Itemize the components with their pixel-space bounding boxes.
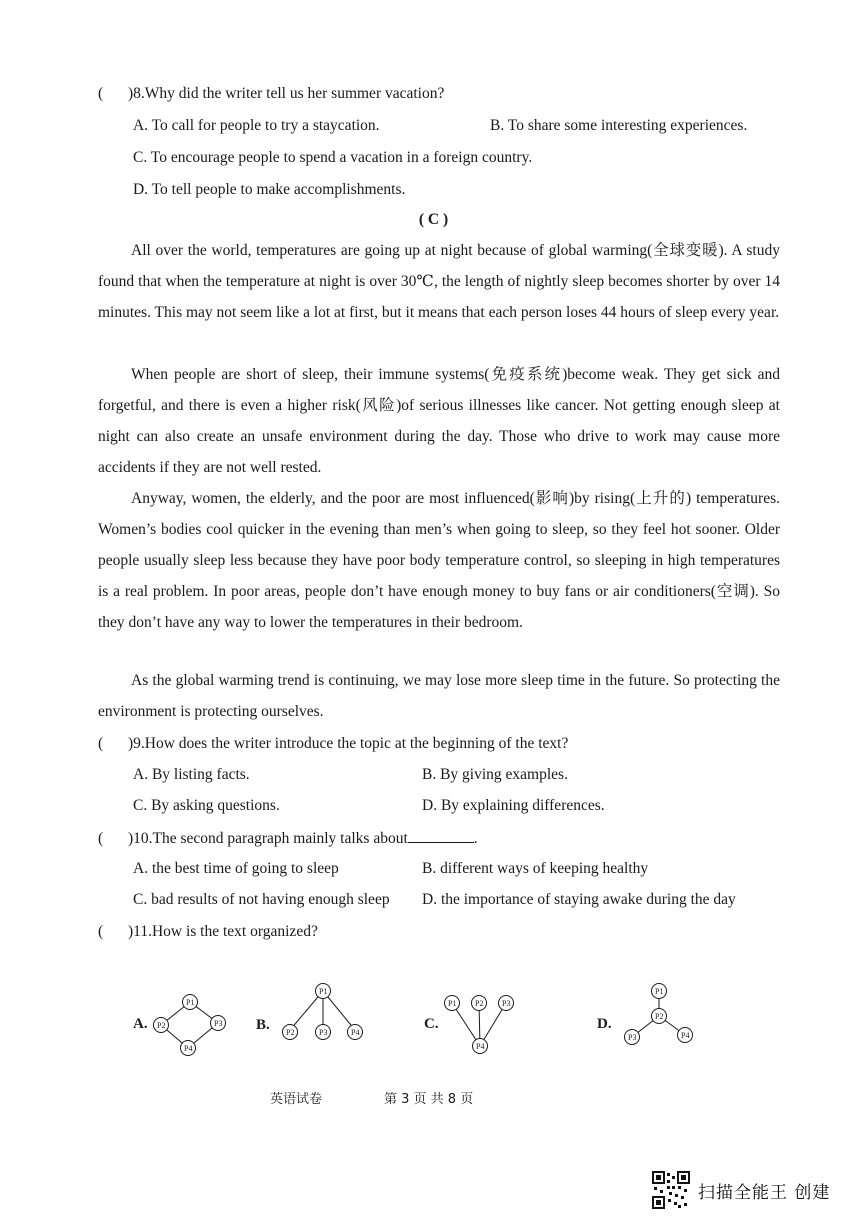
question-9: [98, 734, 568, 754]
node-p3: [625, 1030, 640, 1045]
node-p2: [154, 1018, 169, 1033]
question-stem: )10.The second paragraph mainly talks about: [128, 830, 408, 847]
question-stem: )8.Why did the writer tell us her summer vacation?: [128, 85, 445, 102]
diagram-b: [278, 982, 368, 1047]
node-p4: [678, 1028, 693, 1043]
question-10: [98, 828, 478, 849]
node-p3: [211, 1016, 226, 1031]
answer-paren: (: [98, 85, 104, 102]
option-d: D. the importance of staying awake during the day: [422, 891, 736, 908]
scanner-watermark: [652, 1170, 830, 1210]
answer-paren: (: [98, 830, 104, 847]
passage-paragraph-1: All over the world, temperatures are going up at night because of global warming(全球变暖). A study found that when the temperature at night is over 30℃, the length of nightly sleep becomes shorter by over 14 minutes. This may not seem like a lot at first, but it means that each person loses 44 hours of sleep every year.: [98, 242, 780, 321]
option-d: D. To tell people to make accomplishments.: [133, 181, 406, 198]
svg-text:P2: P2: [655, 1012, 664, 1021]
diagram-d-label: D.: [597, 1016, 612, 1032]
answer-paren: (: [98, 923, 104, 940]
svg-text:P3: P3: [319, 1028, 328, 1037]
diagram-b-label: B.: [256, 1017, 270, 1033]
node-p4: [473, 1039, 488, 1054]
node-p2: [283, 1025, 298, 1040]
node-p4: [348, 1025, 363, 1040]
footer-subject: 英语试卷: [270, 1092, 323, 1107]
diagram-a: [148, 990, 228, 1055]
question-stem: )9.How does the writer introduce the topic at the beginning of the text?: [128, 735, 569, 752]
svg-text:P4: P4: [681, 1031, 690, 1040]
footer-page-number: 第 3 页 共 8 页: [384, 1092, 474, 1107]
svg-text:P4: P4: [351, 1028, 360, 1037]
qr-code-icon: [652, 1171, 690, 1209]
node-p2: [472, 996, 487, 1011]
passage-paragraph-3: Anyway, women, the elderly, and the poor are most influenced(影响)by rising(上升的) temperatures. Women’s bodies cool quicker in the evening than men’s when going to sleep, so they feel hot sooner. Older people usually sleep less because they have poor body temperature control, so sleeping in high temperatures is a real problem. In poor areas, people don’t have enough money to buy fans or air conditioners(空调). So they don’t have any way to lower the temperatures in their bedroom.: [98, 490, 780, 631]
svg-text:P1: P1: [319, 987, 328, 996]
svg-text:P2: P2: [475, 999, 484, 1008]
node-p2: [652, 1009, 667, 1024]
node-p1: [445, 996, 460, 1011]
question-8: [98, 84, 444, 104]
passage-paragraph-2: When people are short of sleep, their immune systems(免疫系统)become weak. They get sick and forgetful, and there is even a higher risk(风险)of serious illnesses like cancer. Not getting enough sleep at night can also create an unsafe environment during the day. Those who drive to work may cause more accidents if they are not well rested.: [98, 366, 780, 476]
svg-text:P2: P2: [286, 1028, 295, 1037]
node-p4: [181, 1041, 196, 1056]
option-c: C. bad results of not having enough sleep: [133, 891, 390, 908]
node-p1: [316, 984, 331, 999]
option-d: D. By explaining differences.: [422, 797, 605, 814]
node-p3: [499, 996, 514, 1011]
svg-text:P4: P4: [476, 1042, 485, 1051]
option-a: A. By listing facts.: [133, 766, 250, 783]
option-c: C. To encourage people to spend a vacation in a foreign country.: [133, 149, 533, 166]
svg-text:P1: P1: [655, 987, 664, 996]
svg-text:P1: P1: [186, 998, 195, 1007]
passage-paragraph-4: As the global warming trend is continuing, we may lose more sleep time in the future. So protecting the environment is protecting ourselves.: [98, 672, 780, 720]
option-a: A. the best time of going to sleep: [133, 860, 339, 877]
node-p1: [652, 984, 667, 999]
svg-text:P3: P3: [628, 1033, 637, 1042]
svg-text:P1: P1: [448, 999, 457, 1008]
question-stem: )11.How is the text organized?: [128, 923, 318, 940]
option-b: B. By giving examples.: [422, 766, 568, 783]
option-a: A. To call for people to try a staycation.: [133, 117, 380, 134]
option-b: B. To share some interesting experiences.: [490, 117, 748, 134]
svg-text:P3: P3: [214, 1019, 223, 1028]
answer-blank: [408, 828, 474, 843]
node-p3: [316, 1025, 331, 1040]
node-p1: [183, 995, 198, 1010]
answer-paren: (: [98, 735, 104, 752]
section-heading: ( C ): [418, 211, 449, 228]
svg-text:P2: P2: [157, 1021, 166, 1030]
diagram-c: [442, 994, 522, 1056]
svg-text:P3: P3: [502, 999, 511, 1008]
diagram-d: [620, 982, 700, 1047]
svg-text:P4: P4: [184, 1044, 193, 1053]
question-11: [98, 922, 318, 942]
scanner-watermark-text: 扫描全能王 创建: [698, 1182, 831, 1203]
option-b: B. different ways of keeping healthy: [422, 860, 649, 877]
diagram-c-label: C.: [424, 1016, 439, 1032]
diagram-a-label: A.: [133, 1016, 148, 1032]
option-c: C. By asking questions.: [133, 797, 280, 814]
stem-end: .: [473, 830, 478, 847]
